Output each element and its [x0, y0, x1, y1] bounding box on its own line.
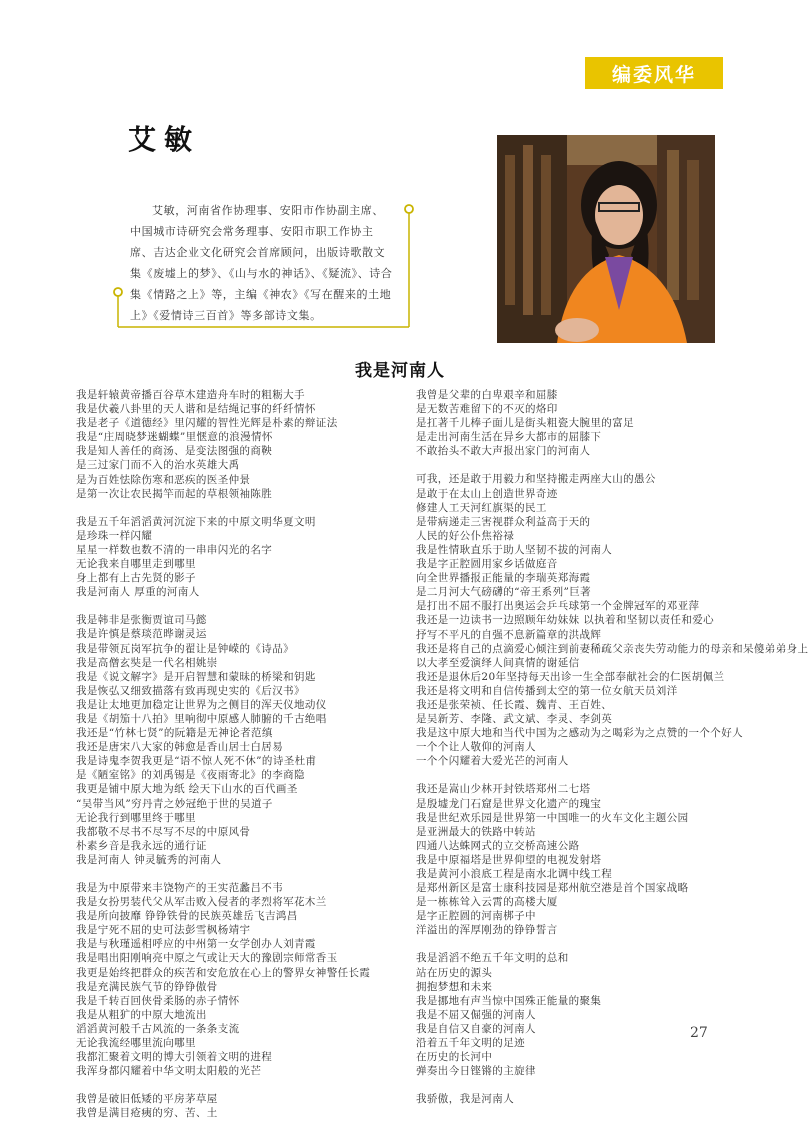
poem-line: 是殷墟龙门石窟是世界文化遗产的瑰宝 [416, 797, 602, 810]
poem-line: 我是唱出阳刚响亮中原之气或让天大的豫剧宗师常香玉 [76, 952, 338, 965]
poem-line: 洋溢出的浑厚刚劲的铮铮誓言 [416, 924, 558, 937]
poem-line: 我是宁死不屈的史可法彭雪枫杨靖宇 [76, 924, 251, 937]
poem-line: 是珍珠一样闪耀 [76, 529, 153, 542]
poem-line: 我是滔滔不绝五千年文明的总和 [416, 952, 569, 965]
poem-stanza [76, 388, 406, 501]
poem-line: 是三过家门而不入的治水英雄大禹 [76, 459, 240, 472]
poem-line: 是无数苦难留下的不灭的烙印 [416, 403, 558, 416]
poem-line: 我是河南人 厚重的河南人 [76, 586, 200, 599]
poem-line: 我还是退休后20年坚持每天出诊一生全部奉献社会的仁医胡佩兰 [416, 670, 725, 683]
poem-line: 向全世界播报正能量的李瑞英郑海霞 [416, 572, 591, 585]
poem-line: 我是女扮男装代父从军击败入侵者的孝烈将军花木兰 [76, 896, 327, 909]
poem-stanza [416, 951, 746, 1078]
poem-line: 我是让太地更加稳定让世界为之侧目的浑天仪地动仪 [76, 698, 327, 711]
poem-line: 我都敬不尽书不尽写不尽的中原风骨 [76, 825, 251, 838]
poem-line: 我是不屈又倔强的河南人 [416, 1008, 536, 1021]
poem-line: 是字正腔圆的河南梆子中 [416, 910, 536, 923]
poem-line: 不敢抬头不敢大声报出家门的河南人 [416, 445, 591, 458]
poem-line: 我曾是父辈的白卑艰辛和屈膝 [416, 389, 558, 401]
poem-line: “吴带当风”穷丹青之妙冠绝于世的吴道子 [76, 797, 273, 810]
page-number: 27 [690, 1025, 708, 1041]
poem-line: 无论我流经哪里流向哪里 [76, 1037, 196, 1050]
poem-line: 我曾是满目疮痍的穷、苦、土 [76, 1107, 218, 1120]
poem-line: 修建人工天河红旗渠的民工 [416, 501, 547, 514]
poem-line: 是为百姓怯除伤寒和恶疾的医圣仲景 [76, 473, 251, 486]
poem-line: 我是为中原带来丰饶物产的王实范蠡吕不韦 [76, 882, 284, 894]
author-bio [130, 200, 395, 326]
poem-line: 我还是嵩山少林开封铁塔郑州二七塔 [416, 783, 591, 796]
poem-line: 我是《胡笳十八拍》里响彻中原感人肺腑的千古绝唱 [76, 712, 327, 725]
poem-line: 我是字正腔圆用家乡话做庭音 [416, 558, 558, 571]
poem-line: 我是挪地有声当惊中国殊正能量的聚集 [416, 994, 602, 1007]
poem-line: 我浑身都闪耀着中华文明太阳般的光芒 [76, 1065, 262, 1078]
poem-line: 是敢于在太山上创造世界奇迹 [416, 487, 558, 500]
poem-line: 我还是唐宋八大家的韩愈是香山居士白居易 [76, 741, 284, 754]
poem-line: 是打出不屈不服打出奥运会乒乓球第一个金牌冠军的邓亚萍 [416, 600, 700, 613]
poem-line: 我都汇聚着文明的博大引领着文明的进程 [76, 1051, 273, 1064]
poem-line: 我是性情耿直乐于助人坚韧不拔的河南人 [416, 543, 613, 556]
poem-line: 我是恢弘又细致描落有致再现史实的《后汉书》 [76, 684, 305, 697]
poem-line: 我更是铺中原大地为纸 绘天下山水的百代画圣 [76, 783, 298, 796]
poem-line: 以大孝至爱演绎人间真情的谢延信 [416, 656, 580, 669]
poem-line: 滔滔黄河般千古风流的一条条支流 [76, 1022, 240, 1035]
poem-line: 无论我来自哪里走到哪里 [76, 558, 196, 571]
poem-line: 我是充满民族气节的铮铮傲骨 [76, 980, 218, 993]
poem-stanza [76, 613, 406, 867]
poem-line: 我是轩辕黄帝播百谷草木建造舟车时的粗粝大手 [76, 389, 305, 401]
poem-stanza [416, 1092, 746, 1106]
poem-line: 我还是将自己的点滴爱心倾注到前妻稀疏父亲丧失劳动能力的母亲和呆傻弟弟身上 [416, 642, 808, 655]
poem-line: 无论我行到哪里终于哪里 [76, 811, 196, 824]
poem-line: 我是韩非是张衡贾谊司马懿 [76, 614, 207, 627]
author-name: 艾敏 [128, 123, 201, 156]
poem-line: 我是五千年滔滔黄河沉淀下来的中原文明华夏文明 [76, 515, 316, 528]
poem-stanza [76, 1092, 406, 1120]
poem-line: 我是从粗犷的中原大地流出 [76, 1008, 207, 1021]
poem-line: 身上都有上古先贤的影子 [76, 572, 196, 585]
poem-line: 可我，还是敢于用毅力和坚持搬走两座大山的愚公 [416, 473, 656, 486]
poem-line: 朴素乡音是我永远的通行证 [76, 839, 207, 852]
poem-line: 我是千转百回侠骨柔肠的赤子情怀 [76, 994, 240, 1007]
poem-line: 是亚洲最大的铁路中转站 [416, 825, 536, 838]
poem-line: 我是诗鬼李贺我更是“语不惊人死不休”的诗圣杜甫 [76, 755, 317, 768]
poem-line: 我是伏羲八卦里的天人谐和是结绳记事的纤纤情怀 [76, 403, 316, 416]
poem-line: 我还是张荣祯、任长霞、魏青、王百姓、 [416, 698, 613, 711]
poem-line: 是一栋栋耸入云霄的高楼大厦 [416, 896, 558, 909]
poem-line: 四通八达蛛网式的立交桥高速公路 [416, 839, 580, 852]
poem-line: 我是自信又自豪的河南人 [416, 1022, 536, 1035]
poem-line: 我是这中原大地和当代中国为之感动为之喝彩为之点赞的一个个好人 [416, 727, 743, 740]
poem-line: 我是许慎是蔡琰范晔谢灵运 [76, 628, 207, 641]
poem-line: 我是“庄周晓梦迷蝴蝶”里惬意的浪漫情怀 [76, 431, 273, 444]
poem-line: 人民的好公仆焦裕禄 [416, 529, 515, 542]
poem-line: 我还是“竹林七贤”的阮籍是无神论者范缜 [76, 727, 273, 740]
poem-line: 我还是将文明和自信传播到太空的第一位女航天员刘洋 [416, 684, 678, 697]
poem-line: 是带病递走三害视群众利益高于天的 [416, 515, 591, 528]
poem-line: 一个个闪耀着大爱光芒的河南人 [416, 755, 569, 768]
poem-line: 我是所向披靡 铮铮铁骨的民族英雄岳飞吉鸿昌 [76, 910, 298, 923]
poem-right-column [416, 388, 808, 1120]
poem-line: 弹奏出今日铿锵的主旋律 [416, 1065, 536, 1078]
poem-line: 星星一样数也数不清的一串串闪光的名字 [76, 543, 273, 556]
poem-stanza [416, 782, 746, 937]
poem-line: 我是黄河小浪底工程是南水北调中线工程 [416, 868, 613, 880]
poem-line: 是《陋室铭》的刘禹锡是《夜雨寄北》的李商隐 [76, 769, 305, 782]
poem-line: 我骄傲，我是河南人 [416, 1093, 515, 1106]
poem-line: 是郑州新区是富士康科技园是郑州航空港是首个国家战略 [416, 882, 689, 895]
poem-line: 我是老子《道德经》里闪耀的智性光辉是朴素的辩证法 [76, 417, 338, 430]
poem-line: 我是与秋瑾遥相呼应的中州第一女学创办人刘青霞 [76, 938, 316, 951]
poem-line: 我是中原福塔是世界仰望的电视发射塔 [416, 853, 602, 866]
poem-line: 我还是一边读书一边照顾年幼妹妹 以执着和坚韧以责任和爱心 [416, 614, 715, 627]
poem-line: 一个个让人敬仰的河南人 [416, 741, 536, 754]
poem-line: 是二月河大气磅礴的“帝王系列”巨著 [416, 586, 592, 599]
poem-line: 我更是始终把群众的疾苦和安危放在心上的警界女神警任长霞 [76, 966, 371, 979]
poem-stanza [76, 515, 406, 600]
bio-text: 艾敏，河南省作协理事、安阳市作协副主席、中国城市诗研究会常务理事、安阳市职工作协主席、吉达企业文化研究会首席顾问，出版诗歌散文集《废墟上的梦》、《山与水的神话》、《疑流》、诗合集《情路之上》等，主编《神农》《写在醒来的土地上》《爱情诗三百首》等多部诗文集。 [130, 204, 393, 322]
poem-left-column [76, 388, 406, 1135]
poem-stanza [76, 881, 406, 1078]
poem-line: 我是带领瓦岗军抗争的翟让是钟嵘的《诗品》 [76, 642, 294, 655]
section-banner: 编委风华 [585, 57, 723, 89]
poem-line: 我曾是破旧低矮的平房茅草屋 [76, 1093, 218, 1106]
poem-line: 我是河南人 钟灵毓秀的河南人 [76, 853, 222, 866]
poem-stanza [416, 388, 746, 458]
poem-line: 抒写不平凡的自强不息新篇章的洪战辉 [416, 628, 602, 641]
poem-line: 站在历史的源头 [416, 966, 493, 979]
author-photo [497, 135, 715, 343]
poem-line: 我是《说文解字》是开启智慧和蒙昧的桥梁和钥匙 [76, 670, 316, 683]
poem-line: 我是高僧玄奘是一代名相姚崇 [76, 656, 218, 669]
poem-line: 拥抱梦想和未来 [416, 980, 493, 993]
poem-line: 是第一次让农民揭竿而起的草根领袖陈胜 [76, 487, 273, 500]
poem-line: 是吴新芳、李隆、武文斌、李灵、李剑英 [416, 713, 613, 726]
poem-line: 是走出河南生活在异乡大都市的屈膝下 [416, 431, 602, 444]
poem-stanza [416, 472, 808, 768]
poem-line: 在历史的长河中 [416, 1051, 493, 1064]
poem-line: 我是知人善任的商汤、是变法图强的商鞅 [76, 445, 273, 458]
poem-line: 是扛著千儿棒子面儿是街头粗瓷大腕里的富足 [416, 417, 634, 430]
poem-line: 我是世纪欢乐园是世界第一中国唯一的火车文化主题公园 [416, 811, 689, 824]
poem-line: 沿着五千年文明的足迹 [416, 1037, 525, 1050]
poem-title: 我是河南人 [355, 361, 445, 381]
